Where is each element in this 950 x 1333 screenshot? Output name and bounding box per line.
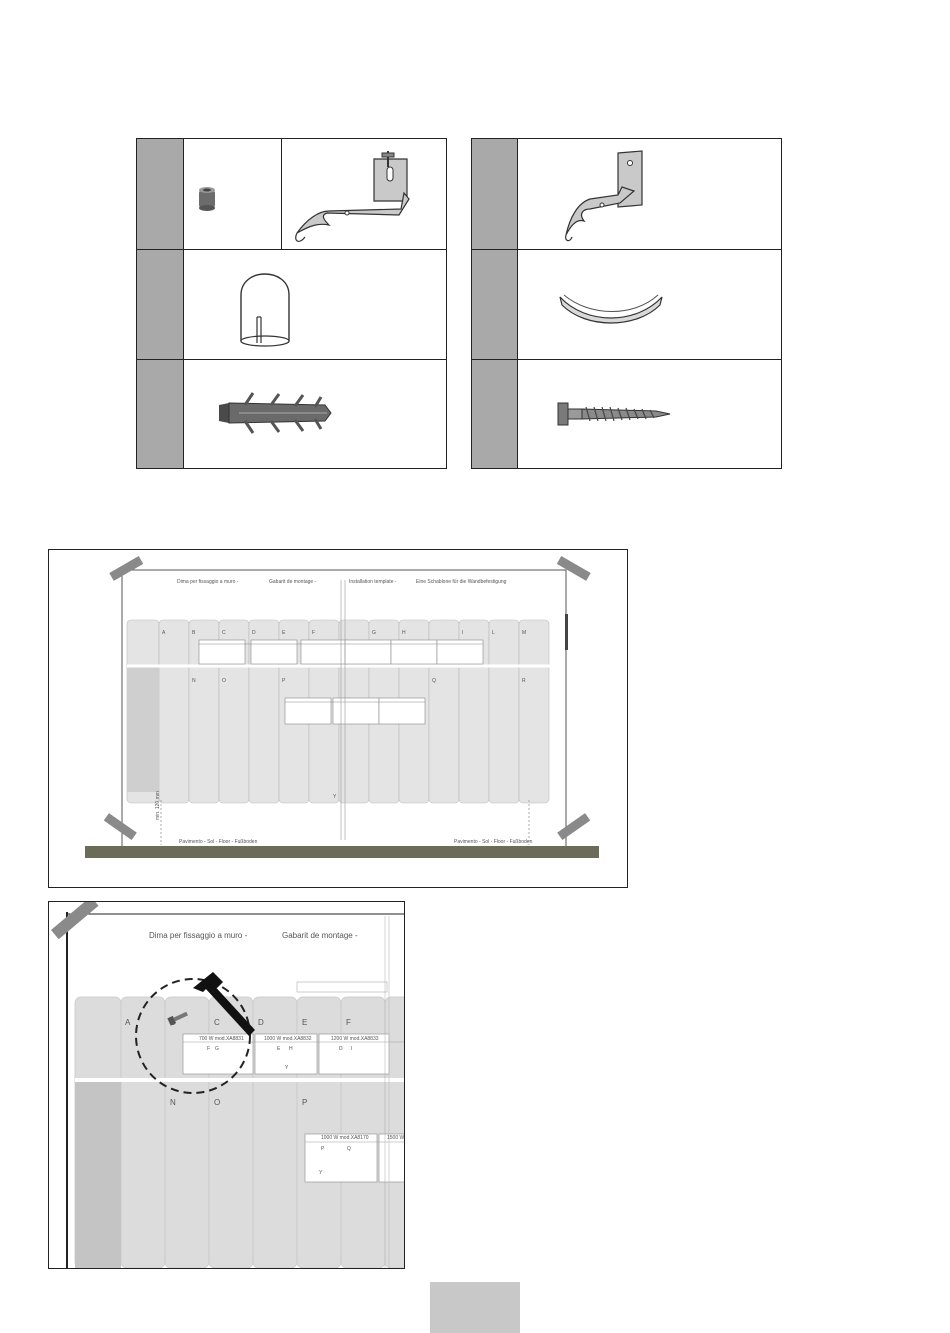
parts-row-marker xyxy=(472,359,517,468)
column-letter: L xyxy=(492,630,495,636)
column-letter: E xyxy=(282,630,286,636)
template-title-en: Installation template - xyxy=(349,579,397,585)
column-letter: D xyxy=(252,630,256,636)
pipe-sleeve-icon xyxy=(195,184,221,214)
zoom-sub-letter: G xyxy=(215,1046,219,1052)
zoom-sub-letter: I xyxy=(351,1046,353,1052)
end-cap-icon xyxy=(235,257,295,351)
column-letter: C xyxy=(222,630,226,636)
zoom-title-it: Dima per fissaggio a muro - xyxy=(149,931,248,940)
column-letter: F xyxy=(312,630,316,636)
zoom-sub-letter: P xyxy=(321,1146,325,1152)
zoom-y-label: Y xyxy=(285,1065,289,1071)
floor-caption-right: Pavimento - Sol - Floor - Fußboden xyxy=(454,839,533,845)
zoom-box-label: 1200 W mod.XA8833 xyxy=(331,1036,379,1042)
parts-row-marker xyxy=(137,359,183,468)
wall-bracket-large-icon xyxy=(560,147,670,243)
zoom-sub-letter: Q xyxy=(347,1146,351,1152)
parts-table-left xyxy=(136,138,447,469)
wall-bracket-icon xyxy=(289,149,439,247)
zoom-column-letter: C xyxy=(214,1018,220,1027)
zoom-sub-letter: H xyxy=(289,1046,293,1052)
curved-spacer-icon xyxy=(556,291,666,327)
column-letter: G xyxy=(372,630,376,636)
column-letter: O xyxy=(222,678,226,684)
parts-row-marker xyxy=(137,139,183,249)
zoom-column-letter: E xyxy=(302,1018,308,1027)
zoom-column-letter: N xyxy=(170,1098,176,1107)
template-overview-drawing xyxy=(49,550,627,887)
zoom-y-label: Y xyxy=(319,1170,323,1176)
column-letter: B xyxy=(192,630,196,636)
column-letter: R xyxy=(522,678,526,684)
zoom-box-label: 1000 W mod.XA8170 xyxy=(321,1135,369,1141)
zoom-title-fr: Gabarit de montage - xyxy=(282,931,358,940)
column-letter: Q xyxy=(432,678,436,684)
column-letter: M xyxy=(522,630,527,636)
side-label: min. 120 mm xyxy=(155,791,161,820)
zoom-box-label: 1000 W mod.XA8832 xyxy=(264,1036,312,1042)
template-overview-panel xyxy=(48,549,628,888)
zoom-sub-letter: F xyxy=(207,1046,211,1052)
column-letter: P xyxy=(282,678,286,684)
template-title-fr: Gabarit de montage - xyxy=(269,579,317,585)
zoom-box-label: 1500 W xyxy=(387,1135,405,1141)
screw-icon xyxy=(556,399,674,429)
zoom-sub-letter: E xyxy=(277,1046,281,1052)
zoom-column-letter: P xyxy=(302,1098,308,1107)
zoom-column-letter: A xyxy=(125,1018,131,1027)
floor-caption-left: Pavimento - Sol - Floor - Fußboden xyxy=(179,839,258,845)
parts-row-marker xyxy=(472,139,517,249)
column-letter: N xyxy=(192,678,196,684)
zoom-column-letter: F xyxy=(346,1018,351,1027)
zoom-column-letter: O xyxy=(214,1098,221,1107)
template-title-it: Dima per fissaggio a muro - xyxy=(177,579,239,585)
parts-row-marker xyxy=(137,249,183,359)
column-letter: H xyxy=(402,630,406,636)
template-title-de: Eine Schablone für die Wandbefestigung xyxy=(416,579,507,585)
y-label: Y xyxy=(333,794,337,800)
column-letter: A xyxy=(162,630,166,636)
zoom-column-letter: D xyxy=(258,1018,264,1027)
zoom-box-label: 700 W mod.XA8831 xyxy=(199,1036,244,1042)
page-number-tab xyxy=(430,1282,520,1333)
zoom-column-letter: B xyxy=(170,1018,176,1027)
column-letter: I xyxy=(462,630,464,636)
zoom-sub-letter: D xyxy=(339,1046,343,1052)
template-zoom-drawing xyxy=(49,902,404,1268)
parts-table-right xyxy=(471,138,782,469)
template-zoom-panel xyxy=(48,901,405,1269)
wall-plug-icon xyxy=(215,391,355,435)
parts-row-marker xyxy=(472,249,517,359)
